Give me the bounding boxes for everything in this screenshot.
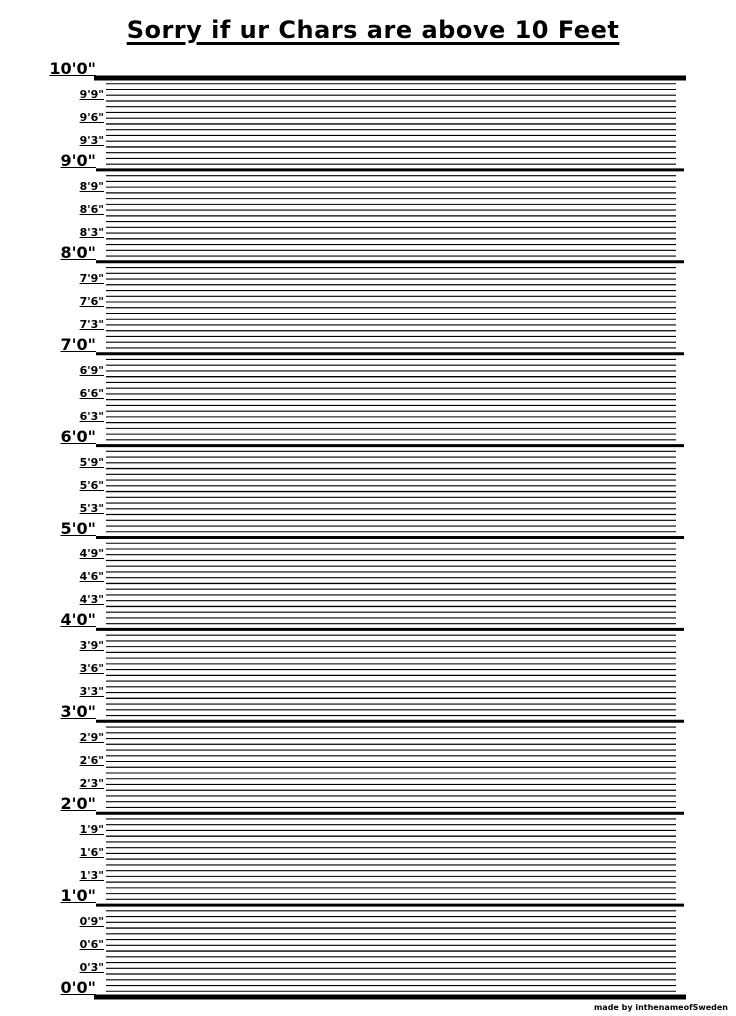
inch-label: 1'9" [79, 823, 104, 837]
foot-label: 8'0" [60, 242, 96, 262]
inch-label: 4'3" [79, 593, 104, 607]
inch-label: 5'9" [79, 455, 104, 469]
inch-label: 8'6" [79, 202, 104, 216]
foot-label: 4'0" [60, 610, 96, 630]
inch-label: 2'6" [79, 754, 104, 768]
inch-label: 1'6" [79, 846, 104, 860]
inch-label: 0'3" [79, 961, 104, 975]
inch-label: 9'9" [79, 87, 104, 101]
inch-label: 0'9" [79, 915, 104, 929]
inch-label: 8'3" [79, 225, 104, 239]
inch-label: 6'9" [79, 363, 104, 377]
credit-text: made by inthenameofSweden [593, 1003, 728, 1012]
inch-label: 7'6" [79, 294, 104, 308]
inch-label: 3'3" [79, 685, 104, 699]
inch-label: 9'6" [79, 110, 104, 124]
inch-label: 6'3" [79, 409, 104, 423]
inch-label: 8'9" [79, 179, 104, 193]
foot-label: 0'0" [60, 978, 96, 997]
foot-label: 5'0" [60, 518, 96, 538]
inch-label: 9'3" [79, 133, 104, 147]
foot-label: 10'0" [49, 59, 96, 78]
foot-label: 3'0" [60, 702, 96, 722]
inch-label: 4'6" [79, 570, 104, 584]
page-title: Sorry if ur Chars are above 10 Feet [126, 16, 620, 44]
foot-label: 6'0" [60, 426, 96, 446]
inch-label: 6'6" [79, 386, 104, 400]
inch-label: 7'9" [79, 271, 104, 285]
inch-label: 5'3" [79, 501, 104, 515]
inch-label: 1'3" [79, 869, 104, 883]
inch-label: 7'3" [79, 317, 104, 331]
inch-label: 4'9" [79, 547, 104, 561]
foot-label: 9'0" [60, 150, 96, 170]
inch-label: 2'3" [79, 777, 104, 791]
inch-label: 5'6" [79, 478, 104, 492]
foot-label: 1'0" [60, 886, 96, 906]
inch-label: 0'6" [79, 938, 104, 952]
foot-label: 7'0" [60, 334, 96, 354]
foot-label: 2'0" [60, 794, 96, 814]
inch-label: 3'9" [79, 639, 104, 653]
inch-label: 3'6" [79, 662, 104, 676]
inch-label: 2'9" [79, 731, 104, 745]
